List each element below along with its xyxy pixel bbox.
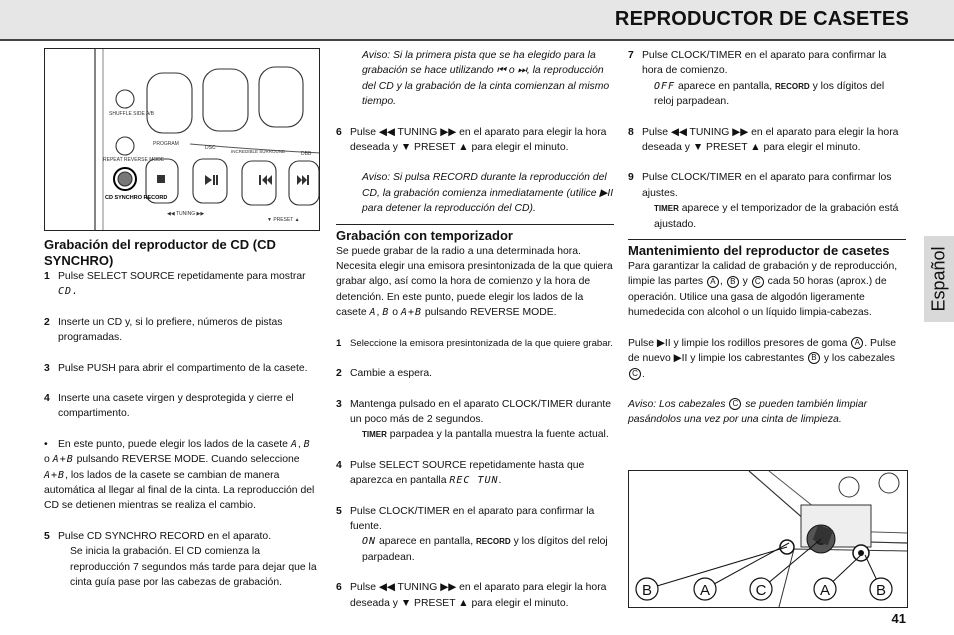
device-panel-drawing <box>45 49 320 230</box>
device-illustration <box>44 48 320 231</box>
text: o <box>44 454 50 466</box>
language-tab <box>924 236 954 322</box>
step-number: 2 <box>44 316 50 328</box>
timer-step-9-sub <box>628 201 906 232</box>
step-text: Pulse ◀◀ TUNING ▶▶ en el aparato para elegir la hora deseada y ▼ PRESET ▲ para elegir el minuto. <box>350 126 607 154</box>
lcd-text: CD. <box>58 286 80 298</box>
column-2 <box>336 48 614 611</box>
cassette-mechanism-drawing <box>629 471 907 607</box>
part-c-marker: C <box>752 276 764 288</box>
step-text: Pulse ◀◀ TUNING ▶▶ en el aparato para elegir la hora deseada y ▼ PRESET ▲ para elegir el minuto. <box>350 582 607 609</box>
step-text: Pulse CLOCK/TIMER en el aparato para confirmar la hora de comienzo. <box>642 50 887 77</box>
timer-intro <box>336 244 614 321</box>
text: aparece y el temporizador de la grabación está ajustado. <box>654 203 899 230</box>
step-number: 3 <box>44 362 50 374</box>
step-number: 6 <box>336 582 342 594</box>
timer-step-3 <box>336 397 614 428</box>
text: y <box>742 276 748 288</box>
step-number: 4 <box>336 459 342 471</box>
aviso-record: Aviso: Si pulsa RECORD durante la reproducción del CD, la grabación comienza inmediatamente (utilice ▶II para detener la reproducción del CD). <box>362 172 614 215</box>
step-text: Seleccione la emisora presintonizada de la que quiere grabar. <box>350 337 613 349</box>
dbb-label: DBB <box>301 151 312 157</box>
step-5-sub: Se inicia la grabación. El CD comienza la reproducción 7 segundos más tarde para dejar que la cinta guía pase por las cabezas de grabación. <box>70 546 317 589</box>
lcd-text: A+B <box>44 469 66 481</box>
program-label: PROGRAM <box>153 141 179 147</box>
cd-synchro-label: CD SYNCHRO RECORD <box>105 195 168 201</box>
page-header <box>0 0 954 41</box>
step-number: 3 <box>336 398 342 410</box>
timer-step-1 <box>336 336 614 351</box>
part-c-marker: C <box>629 368 641 380</box>
text: y los dígitos del reloj parpadean. <box>362 536 608 563</box>
step-number: 2 <box>336 368 342 380</box>
maintenance-paragraph-1 <box>628 259 906 321</box>
text: Para garantizar la calidad de grabación y de reproducción, limpie las partes <box>628 261 898 288</box>
timer-step-5 <box>336 504 614 535</box>
text: . Pulse de nuevo ▶II y limpie los cabrestantes <box>628 337 897 365</box>
text: , <box>297 438 301 450</box>
column-1 <box>44 48 320 591</box>
page-number: 41 <box>891 611 906 626</box>
text: pulsando REVERSE MODE. Cuando seleccione <box>76 454 300 466</box>
cassette-mechanism-illustration <box>628 470 908 608</box>
step-number: 5 <box>336 505 342 517</box>
timer-step-5-sub <box>336 534 614 565</box>
aviso-heads <box>628 397 906 428</box>
indicator-text: RECORD <box>775 81 810 91</box>
page-title: REPRODUCTOR DE CASETES <box>614 8 909 30</box>
step-text: Pulse ◀◀ TUNING ▶▶ en el aparato para elegir la hora deseada y ▼ PRESET ▲ para elegir el minuto. <box>642 126 899 154</box>
timer-step-3-sub <box>336 427 614 442</box>
step-2 <box>44 315 320 346</box>
step-5 <box>44 529 320 544</box>
maintenance-paragraph-2 <box>628 336 906 382</box>
timer-step-4 <box>336 458 614 489</box>
step-text: Inserte un CD y, si lo prefiere, números de pistas programadas. <box>58 316 283 344</box>
repeat-label: REPEAT REVERSE MODE <box>103 157 165 163</box>
text: o <box>392 307 399 319</box>
text: En este punto, puede elegir los lados de la casete <box>58 438 288 450</box>
section-heading-timer: Grabación con temporizador <box>336 224 614 244</box>
step-text: Pulse SELECT SOURCE repetidamente hasta que aparezca en pantalla <box>350 459 585 487</box>
timer-step-7 <box>628 48 906 79</box>
tuning-label: ◀◀ TUNING ▶▶ <box>167 211 205 217</box>
part-a-marker: A <box>851 337 863 349</box>
callout-b-left: B <box>641 582 653 599</box>
text: y los cabezales <box>823 353 895 365</box>
step-number: 7 <box>628 50 634 61</box>
step-number: 6 <box>336 126 342 138</box>
preset-label: ▼ PRESET ▲ <box>267 217 300 223</box>
part-b-marker: B <box>727 276 739 288</box>
step-text: Pulse CD SYNCHRO RECORD en el aparato. <box>58 530 272 542</box>
timer-step-9 <box>628 170 906 201</box>
step-6 <box>336 125 614 156</box>
language-tab-label: Español <box>928 246 949 312</box>
dsc-label: DSC <box>205 145 216 151</box>
step-number: 1 <box>44 271 50 282</box>
timer-step-8 <box>628 125 906 156</box>
step-number: 5 <box>44 530 50 542</box>
step-number: 8 <box>628 126 634 138</box>
text: cada 50 horas (aprox.) de operación. Utilice una gasa de algodón ligeramente humedecida con alcohol o un líquido limpia-cabezas. <box>628 276 887 319</box>
text: , <box>376 307 380 319</box>
step-4 <box>44 391 320 422</box>
step-text: Pulse CLOCK/TIMER en el aparato para confirmar la fuente. <box>350 505 595 532</box>
lcd-text: A <box>290 438 298 450</box>
section-heading-cd-synchro: Grabación del reproductor de CD (CD SYNCHRO) <box>44 237 276 268</box>
text: aparece en pantalla, <box>378 536 474 548</box>
lcd-text: A+B <box>52 454 74 466</box>
step-text: Mantenga pulsado en el aparato CLOCK/TIMER durante un poco más de 2 segundos. <box>350 398 612 425</box>
text: parpadea y la pantalla muestra la fuente actual. <box>389 429 609 441</box>
step-text: Inserte una casete virgen y desprotegida y cierre el compartimento. <box>58 393 294 420</box>
bullet: • <box>44 438 48 450</box>
text: y los dígitos del reloj parpadean. <box>654 80 885 108</box>
indicator-text: TIMER <box>362 430 387 440</box>
bullet-continuation <box>44 452 320 514</box>
callout-a-right: A <box>819 582 831 599</box>
lcd-text: OFF <box>654 80 676 92</box>
indicator-text: RECORD <box>476 537 511 547</box>
callout-a-left: A <box>699 582 711 599</box>
lcd-text: A <box>369 307 377 319</box>
lcd-text: A+B <box>400 307 422 319</box>
indicator-text: TIMER <box>654 204 679 214</box>
text: aparece en pantalla, <box>677 80 773 92</box>
text: , <box>719 276 723 288</box>
text: se pueden también limpiar pasándolos una vez por una cinta de limpieza. <box>628 398 868 426</box>
column-3 <box>628 48 906 428</box>
incredible-label: INCREDIBLE SURROUND <box>231 149 286 154</box>
step-number: 4 <box>44 393 50 405</box>
part-b-marker: B <box>808 352 820 364</box>
step-number: 1 <box>336 337 342 349</box>
step-text: Pulse CLOCK/TIMER en el aparato para confirmar los ajustes. <box>642 172 892 199</box>
aviso-first-track: Aviso: Si la primera pista que se ha elegido para la grabación se hace utilizando ⏮ o ⏭, la reproducción del CD y la grabación de la cinta comienzan al mismo tiempo. <box>362 50 610 108</box>
step-text: Cambie a espera. <box>350 368 433 380</box>
text: pulsando REVERSE MODE. <box>424 307 557 319</box>
lcd-text: B <box>382 307 390 319</box>
bullet-sides <box>44 437 320 452</box>
timer-step-6 <box>336 580 614 611</box>
callout-c: C <box>755 582 767 599</box>
step-3 <box>44 361 320 376</box>
text: Se puede grabar de la radio a una determinada hora. Necesita elegir una emisora presintonizada de la que quiera grabar algo, así como la hora de comienzo y la hora de detención. En este punto, puede elegir los lados de la casete <box>336 245 613 319</box>
section-heading-maintenance: Mantenimiento del reproductor de casetes <box>628 239 906 259</box>
part-a-marker: A <box>707 276 719 288</box>
text: . <box>642 368 645 380</box>
step-text: Pulse PUSH para abrir el compartimento de la casete. <box>58 362 308 374</box>
step-1 <box>44 269 320 300</box>
shuffle-label: SHUFFLE SIDE A/B <box>109 111 155 117</box>
lcd-text: ON <box>362 536 377 548</box>
lcd-text: REC TUN <box>449 475 499 487</box>
text: . <box>498 475 502 487</box>
part-c-marker: C <box>729 398 741 410</box>
text: , los lados de la casete se cambian de manera automática al llegar al final de la cinta. La reproducción del CD se detienen mientras se realiza el cambio. <box>44 469 315 512</box>
timer-step-2 <box>336 366 614 381</box>
timer-step-7-sub <box>628 79 906 110</box>
step-text: Pulse SELECT SOURCE repetidamente para mostrar <box>58 271 306 282</box>
text: Aviso: Los cabezales <box>628 398 726 410</box>
lcd-text: B <box>303 438 311 450</box>
callout-b-right: B <box>875 582 887 599</box>
step-number: 9 <box>628 172 634 184</box>
text: Pulse ▶II y limpie los rodillos presores de goma <box>628 337 848 349</box>
